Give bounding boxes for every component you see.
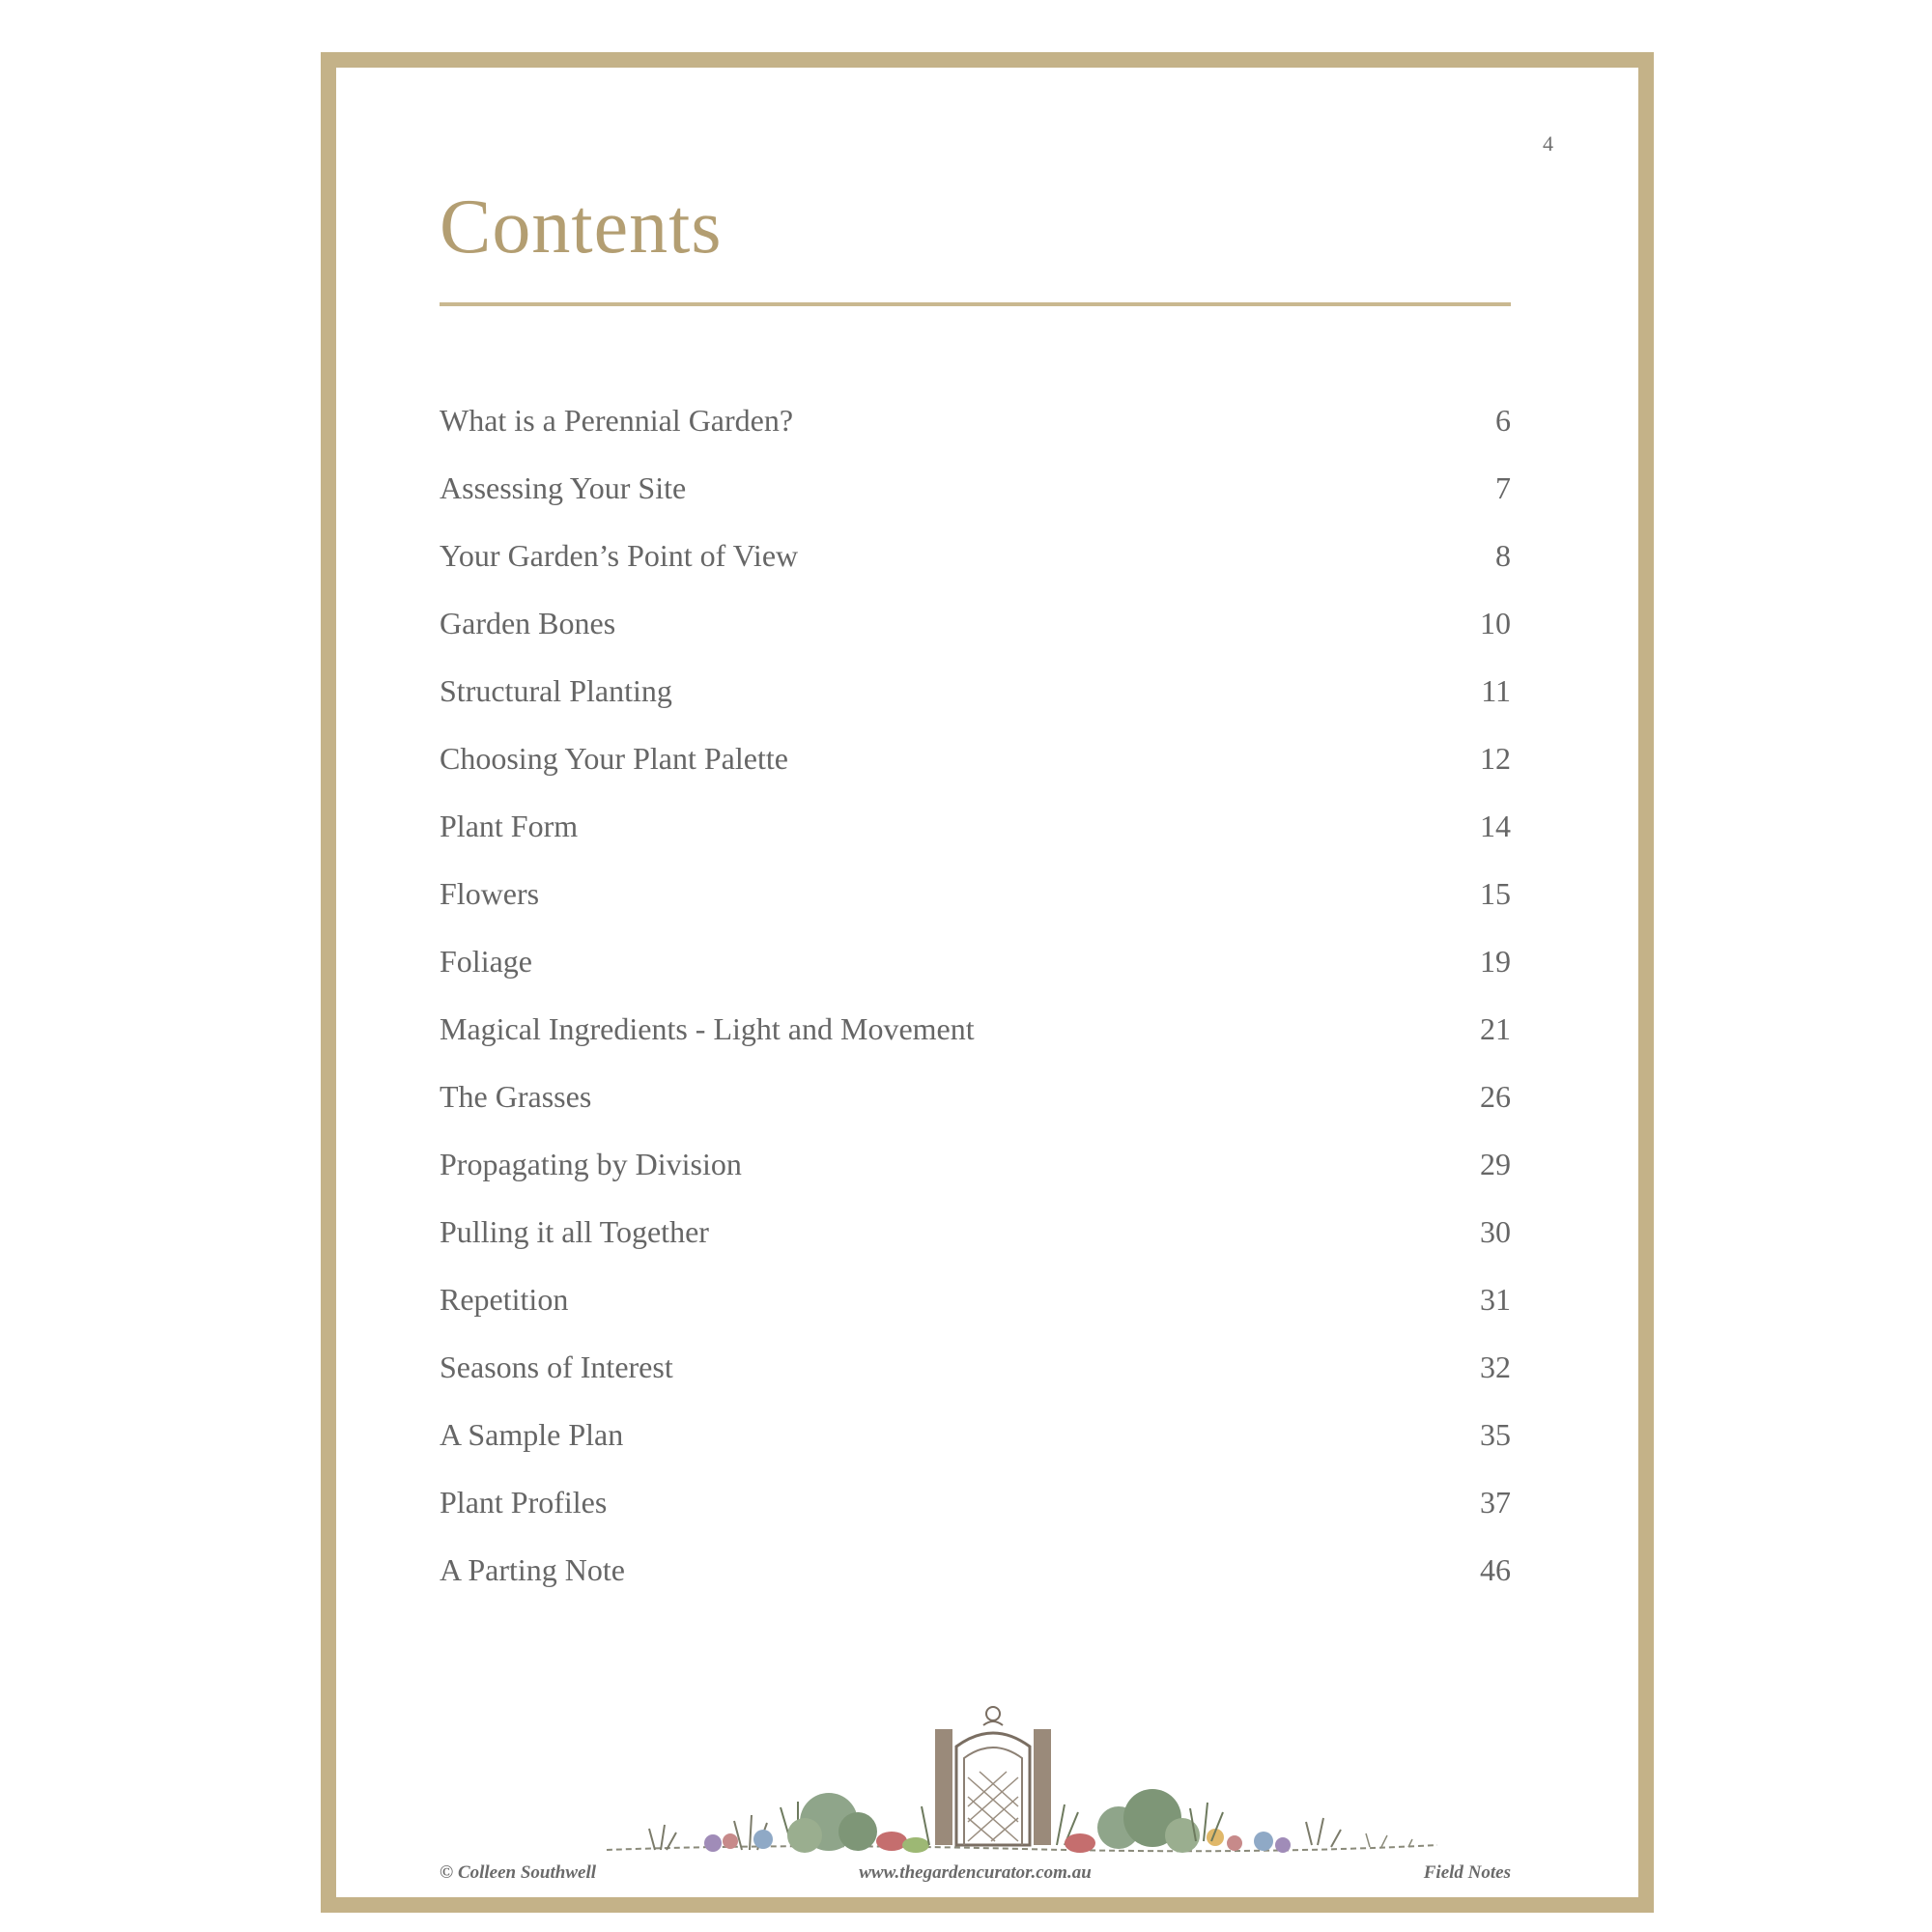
toc-entry-title: What is a Perennial Garden? (440, 402, 794, 438)
footer-website[interactable]: www.thegardencurator.com.au (859, 1862, 1092, 1883)
toc-entry-title: Pulling it all Together (440, 1213, 709, 1249)
toc-entry-title: Foliage (440, 943, 532, 979)
toc-entry-page: 32 (1480, 1349, 1511, 1384)
toc-entry[interactable] (440, 860, 1511, 927)
toc-entry[interactable] (440, 589, 1511, 657)
table-of-contents (440, 386, 1511, 1604)
toc-entry[interactable] (440, 386, 1511, 454)
footer-copyright: © Colleen Southwell (440, 1862, 597, 1883)
toc-entry-page: 46 (1480, 1551, 1511, 1587)
toc-entry[interactable] (440, 454, 1511, 522)
toc-entry-title: Garden Bones (440, 605, 616, 640)
toc-entry[interactable] (440, 927, 1511, 995)
toc-entry[interactable] (440, 1130, 1511, 1198)
page-footer (440, 1862, 1511, 1901)
toc-entry[interactable] (440, 995, 1511, 1063)
toc-entry-title: A Sample Plan (440, 1416, 624, 1452)
toc-entry-page: 12 (1480, 740, 1511, 776)
toc-entry-page: 26 (1480, 1078, 1511, 1114)
toc-entry-page: 7 (1495, 469, 1511, 505)
toc-entry-title: Plant Form (440, 808, 579, 843)
toc-entry-page: 15 (1480, 875, 1511, 911)
toc-entry-page: 29 (1480, 1146, 1511, 1181)
footer-booklet-name: Field Notes (1423, 1862, 1511, 1883)
toc-entry[interactable] (440, 724, 1511, 792)
toc-entry-title: Propagating by Division (440, 1146, 742, 1181)
toc-entry-page: 6 (1495, 402, 1511, 438)
toc-entry-page: 31 (1480, 1281, 1511, 1317)
toc-entry-title: A Parting Note (440, 1551, 625, 1587)
toc-entry[interactable] (440, 522, 1511, 589)
toc-entry-title: Choosing Your Plant Palette (440, 740, 788, 776)
toc-entry-title: Magical Ingredients - Light and Movement (440, 1010, 975, 1046)
toc-entry-page: 8 (1495, 537, 1511, 573)
toc-entry[interactable] (440, 1198, 1511, 1265)
page-title: Contents (440, 185, 723, 270)
title-divider (440, 302, 1511, 306)
page-number: 4 (1543, 131, 1553, 156)
toc-entry-title: Repetition (440, 1281, 569, 1317)
toc-entry[interactable] (440, 1401, 1511, 1468)
toc-entry-title: Seasons of Interest (440, 1349, 673, 1384)
toc-entry-title: Flowers (440, 875, 540, 911)
toc-entry-title: Assessing Your Site (440, 469, 687, 505)
page-frame (321, 52, 1654, 1913)
toc-entry[interactable] (440, 1265, 1511, 1333)
toc-entry-page: 10 (1480, 605, 1511, 640)
toc-entry[interactable] (440, 1468, 1511, 1536)
toc-entry-title: The Grasses (440, 1078, 592, 1114)
toc-entry-title: Plant Profiles (440, 1484, 608, 1520)
toc-entry-page: 11 (1481, 672, 1511, 708)
toc-entry-page: 37 (1480, 1484, 1511, 1520)
toc-entry[interactable] (440, 1063, 1511, 1130)
toc-entry[interactable] (440, 1333, 1511, 1401)
garden-gate-illustration (597, 1652, 1447, 1864)
toc-entry[interactable] (440, 1536, 1511, 1604)
toc-entry[interactable] (440, 792, 1511, 860)
toc-entry-page: 14 (1480, 808, 1511, 843)
toc-entry[interactable] (440, 657, 1511, 724)
toc-entry-page: 30 (1480, 1213, 1511, 1249)
toc-entry-title: Structural Planting (440, 672, 672, 708)
toc-entry-title: Your Garden’s Point of View (440, 537, 799, 573)
toc-entry-page: 21 (1480, 1010, 1511, 1046)
toc-entry-page: 19 (1480, 943, 1511, 979)
toc-entry-page: 35 (1480, 1416, 1511, 1452)
